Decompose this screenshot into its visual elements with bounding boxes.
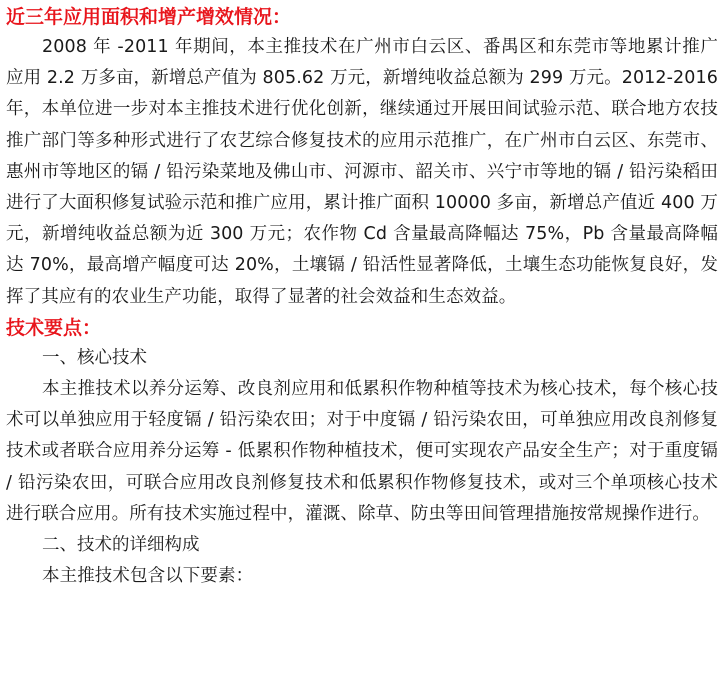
- core-technology-paragraph: 本主推技术以养分运筹、改良剂应用和低累积作物种植等技术为核心技术，每个核心技术可以单独应用于轻度镉 / 铅污染农田；对于中度镉 / 铅污染农田，可单独应用改良剂修复技术或者联合应用养分运筹 - 低累积作物种植技术，便可实现农产品安全生产；对于重度镉 / 铅污染农田，可联合应用改良剂修复技术和低累积作物修复技术，或对三个单项核心技术进行联合应用。所有技术实施过程中，灌溉、除草、防虫等田间管理措施按常规操作进行。: [6, 379, 718, 524]
- section-heading-technical-points: 技术要点：: [6, 316, 102, 339]
- detailed-composition-paragraph: 本主推技术包含以下要素：: [42, 566, 254, 587]
- subsection-title-detailed-composition: 二、技术的详细构成: [42, 535, 200, 556]
- application-results-paragraph: 2008 年 -2011 年期间，本主推技术在广州市白云区、番禺区和东莞市等地累计推广应用 2.2 万多亩，新增总产值为 805.62 万元，新增纯收益总额为 299 万元。2012-2016 年，本单位进一步对本主推技术进行优化创新，继续通过开展田间试验示范、联合地方农技推广部门等多种形式进行了农艺综合修复技术的应用示范推广，在广州市白云区、东莞市、惠州市等地区的镉 / 铅污染菜地及佛山市、河源市、韶关市、兴宁市等地的镉 / 铅污染稻田进行了大面积修复试验示范和推广应用，累计推广面积 10000 多亩，新增总产值近 400 万元，新增纯收益总额为近 300 万元；农作物 Cd 含量最高降幅达 75%，Pb 含量最高降幅达 70%，最高增产幅度可达 20%，土壤镉 / 铅活性显著降低，土壤生态功能恢复良好，发挥了其应有的农业生产功能，取得了显著的社会效益和生态效益。: [6, 37, 718, 307]
- section-heading-application-results: 近三年应用面积和增产增效情况：: [6, 6, 292, 28]
- subsection-title-core-technology: 一、核心技术: [42, 347, 147, 368]
